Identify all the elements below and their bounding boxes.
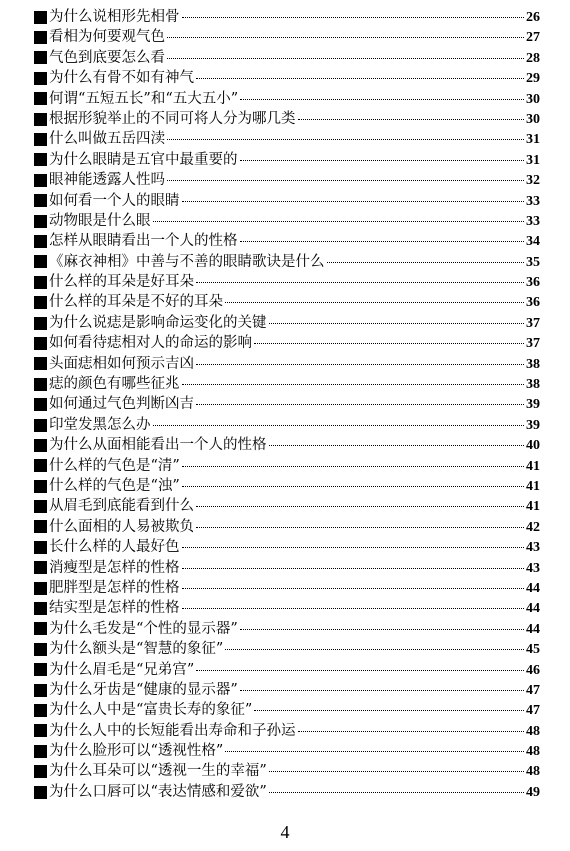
dot-leader — [182, 466, 524, 467]
square-bullet-icon — [34, 541, 47, 554]
toc-entry-page: 33 — [526, 193, 540, 209]
dot-leader — [182, 608, 525, 609]
toc-entry-title: 什么样的耳朵是好耳朵 — [49, 274, 194, 291]
dot-leader — [269, 771, 524, 772]
toc-entry-title: 如何看一个人的眼睛 — [49, 192, 180, 209]
dot-leader — [196, 78, 524, 79]
dot-leader — [225, 751, 524, 752]
dot-leader — [240, 99, 524, 100]
dot-leader — [196, 364, 524, 365]
square-bullet-icon — [34, 174, 47, 187]
dot-leader — [196, 506, 524, 507]
dot-leader — [240, 629, 524, 630]
toc-entry-page: 34 — [526, 234, 540, 250]
toc-entry-page: 32 — [526, 173, 540, 189]
toc-entry-title: 痣的颜色有哪些征兆 — [49, 376, 180, 393]
toc-entry-title: 眼神能透露人性吗 — [49, 172, 165, 189]
toc-entry[interactable] — [34, 700, 540, 720]
dot-leader — [167, 139, 524, 140]
toc-entry[interactable] — [34, 741, 540, 761]
toc-entry[interactable] — [34, 761, 540, 781]
toc-entry-page: 46 — [526, 662, 540, 678]
square-bullet-icon — [34, 194, 47, 207]
toc-entry-title: 为什么说痣是影响命运变化的关键 — [49, 314, 267, 331]
dot-leader — [254, 343, 524, 344]
square-bullet-icon — [34, 51, 47, 64]
dot-leader — [298, 119, 525, 120]
toc-entry-title: 根据形貌举止的不同可将人分为哪几类 — [49, 110, 296, 127]
square-bullet-icon — [34, 11, 47, 24]
dot-leader — [269, 792, 524, 793]
dot-leader — [298, 731, 525, 732]
toc-entry-page: 43 — [526, 560, 540, 576]
toc-entry[interactable] — [34, 333, 540, 353]
toc-entry[interactable] — [34, 517, 540, 537]
dot-leader — [182, 547, 525, 548]
square-bullet-icon — [34, 419, 47, 432]
dot-leader — [167, 37, 524, 38]
toc-entry[interactable] — [34, 68, 540, 88]
dot-leader — [196, 404, 524, 405]
square-bullet-icon — [34, 235, 47, 248]
toc-entry-page: 41 — [526, 458, 540, 474]
dot-leader — [240, 160, 525, 161]
dot-leader — [182, 201, 525, 202]
toc-entry[interactable] — [34, 231, 540, 251]
square-bullet-icon — [34, 684, 47, 697]
square-bullet-icon — [34, 500, 47, 513]
dot-leader — [153, 221, 525, 222]
toc-entry-page: 31 — [526, 132, 540, 148]
toc-entry[interactable] — [34, 89, 540, 109]
toc-entry[interactable] — [34, 191, 540, 211]
square-bullet-icon — [34, 92, 47, 105]
toc-entry-page: 30 — [526, 111, 540, 127]
table-of-contents — [34, 7, 540, 802]
toc-entry-title: 气色到底要怎么看 — [49, 49, 165, 66]
dot-leader — [167, 180, 524, 181]
dot-leader — [182, 17, 525, 18]
toc-entry-title: 长什么样的人最好色 — [49, 539, 180, 556]
toc-entry-page: 29 — [526, 71, 540, 87]
toc-entry-title: 印堂发黑怎么办 — [49, 416, 151, 433]
square-bullet-icon — [34, 561, 47, 574]
square-bullet-icon — [34, 153, 47, 166]
toc-entry[interactable] — [34, 252, 540, 272]
toc-entry-page: 36 — [526, 295, 540, 311]
toc-entry-page: 30 — [526, 91, 540, 107]
toc-entry[interactable] — [34, 578, 540, 598]
toc-entry[interactable] — [34, 313, 540, 333]
square-bullet-icon — [34, 480, 47, 493]
toc-entry-title: 消瘦型是怎样的性格 — [49, 559, 180, 576]
toc-entry-page: 41 — [526, 499, 540, 515]
toc-entry-title: 看相为何要观气色 — [49, 29, 165, 46]
square-bullet-icon — [34, 520, 47, 533]
toc-entry-title: 怎样从眼睛看出一个人的性格 — [49, 233, 238, 250]
square-bullet-icon — [34, 31, 47, 44]
toc-entry[interactable] — [34, 619, 540, 639]
page-number: 4 — [280, 822, 290, 842]
square-bullet-icon — [34, 602, 47, 615]
toc-entry-title: 如何看待痣相对人的命运的影响 — [49, 335, 252, 352]
toc-entry-page: 31 — [526, 152, 540, 168]
dot-leader — [182, 384, 525, 385]
toc-entry-title: 什么样的耳朵是不好的耳朵 — [49, 294, 223, 311]
toc-entry-page: 26 — [526, 10, 540, 25]
square-bullet-icon — [34, 765, 47, 778]
toc-entry-page: 44 — [526, 621, 540, 637]
square-bullet-icon — [34, 72, 47, 85]
toc-entry-title: 如何通过气色判断凶吉 — [49, 396, 194, 413]
toc-entry-page: 48 — [526, 723, 540, 739]
toc-entry-page: 48 — [526, 744, 540, 760]
toc-entry-title: 动物眼是什么眼 — [49, 212, 151, 229]
toc-entry[interactable] — [34, 109, 540, 129]
toc-entry[interactable] — [34, 558, 540, 578]
toc-entry-title: 为什么眼睛是五官中最重要的 — [49, 151, 238, 168]
toc-entry[interactable] — [34, 272, 540, 292]
square-bullet-icon — [34, 113, 47, 126]
toc-entry-title: 为什么毛发是“个性的显示器” — [49, 620, 238, 637]
toc-entry-page: 44 — [526, 601, 540, 617]
toc-entry[interactable] — [34, 211, 540, 231]
toc-entry-page: 37 — [526, 336, 540, 352]
square-bullet-icon — [34, 704, 47, 717]
square-bullet-icon — [34, 724, 47, 737]
toc-entry-title: 肥胖型是怎样的性格 — [49, 579, 180, 596]
toc-entry-page: 38 — [526, 377, 540, 393]
dot-leader — [167, 58, 524, 59]
toc-entry[interactable] — [34, 354, 540, 374]
toc-entry-page: 38 — [526, 356, 540, 372]
toc-entry[interactable] — [34, 456, 540, 476]
toc-entry-page: 49 — [526, 784, 540, 800]
toc-entry-title: 为什么有骨不如有神气 — [49, 70, 194, 87]
toc-entry[interactable] — [34, 129, 540, 149]
dot-leader — [225, 649, 524, 650]
toc-entry-title: 为什么口唇可以“表达情感和爱欲” — [49, 783, 267, 800]
toc-entry-title: 为什么耳朵可以“透视一生的幸福” — [49, 763, 267, 780]
toc-entry-title: 头面痣相如何预示吉凶 — [49, 355, 194, 372]
square-bullet-icon — [34, 663, 47, 676]
square-bullet-icon — [34, 337, 47, 350]
dot-leader — [196, 670, 524, 671]
toc-entry-page: 48 — [526, 764, 540, 780]
square-bullet-icon — [34, 276, 47, 289]
square-bullet-icon — [34, 317, 47, 330]
toc-entry[interactable] — [34, 292, 540, 312]
square-bullet-icon — [34, 643, 47, 656]
toc-entry[interactable] — [34, 660, 540, 680]
toc-entry-page: 27 — [526, 30, 540, 46]
toc-entry-title: 为什么眉毛是“兄弟宫” — [49, 661, 195, 678]
dot-leader — [182, 568, 525, 569]
toc-entry-page: 37 — [526, 315, 540, 331]
toc-entry[interactable] — [34, 476, 540, 496]
toc-entry-page: 42 — [526, 519, 540, 535]
square-bullet-icon — [34, 786, 47, 799]
square-bullet-icon — [34, 582, 47, 595]
toc-entry-title: 为什么说相形先相骨 — [49, 9, 180, 25]
toc-entry-title: 为什么额头是“智慧的象征” — [49, 641, 224, 658]
toc-entry-title: 什么面相的人易被欺负 — [49, 518, 194, 535]
square-bullet-icon — [34, 745, 47, 758]
toc-entry-page: 45 — [526, 642, 540, 658]
toc-entry[interactable] — [34, 537, 540, 557]
square-bullet-icon — [34, 398, 47, 411]
toc-entry-title: 《麻衣神相》中善与不善的眼睛歌诀是什么 — [49, 253, 325, 270]
dot-leader — [182, 486, 524, 487]
toc-entry[interactable] — [34, 7, 540, 27]
toc-entry[interactable] — [34, 394, 540, 414]
dot-leader — [254, 710, 524, 711]
square-bullet-icon — [34, 459, 47, 472]
dot-leader — [240, 690, 524, 691]
square-bullet-icon — [34, 378, 47, 391]
toc-entry-page: 41 — [526, 478, 540, 494]
toc-entry[interactable] — [34, 639, 540, 659]
square-bullet-icon — [34, 439, 47, 452]
toc-entry-title: 为什么牙齿是“健康的显示器” — [49, 681, 238, 698]
dot-leader — [196, 527, 524, 528]
toc-entry-title: 结实型是怎样的性格 — [49, 600, 180, 617]
square-bullet-icon — [34, 622, 47, 635]
toc-entry[interactable] — [34, 721, 540, 741]
dot-leader — [153, 425, 525, 426]
toc-entry-page: 36 — [526, 275, 540, 291]
toc-entry[interactable] — [34, 170, 540, 190]
toc-entry-page: 43 — [526, 540, 540, 556]
dot-leader — [196, 282, 524, 283]
toc-entry[interactable] — [34, 48, 540, 68]
dot-leader — [240, 241, 525, 242]
toc-entry-page: 40 — [526, 438, 540, 454]
dot-leader — [225, 302, 524, 303]
toc-entry[interactable] — [34, 496, 540, 516]
square-bullet-icon — [34, 296, 47, 309]
toc-entry-title: 为什么脸形可以“透视性格” — [49, 743, 224, 760]
dot-leader — [269, 323, 525, 324]
toc-entry-page: 28 — [526, 50, 540, 66]
toc-entry-page: 33 — [526, 213, 540, 229]
toc-entry[interactable] — [34, 680, 540, 700]
dot-leader — [182, 588, 525, 589]
toc-entry[interactable] — [34, 150, 540, 170]
toc-entry[interactable] — [34, 435, 540, 455]
square-bullet-icon — [34, 357, 47, 370]
toc-entry-page: 47 — [526, 682, 540, 698]
toc-entry-page: 39 — [526, 417, 540, 433]
toc-entry-page: 44 — [526, 580, 540, 596]
square-bullet-icon — [34, 215, 47, 228]
toc-entry-title: 什么叫做五岳四渎 — [49, 131, 165, 148]
toc-entry-title: 为什么从面相能看出一个人的性格 — [49, 437, 267, 454]
square-bullet-icon — [34, 255, 47, 268]
toc-entry[interactable] — [34, 374, 540, 394]
toc-entry-page: 39 — [526, 397, 540, 413]
toc-entry-title: 从眉毛到底能看到什么 — [49, 498, 194, 515]
dot-leader — [269, 445, 525, 446]
toc-entry-page: 35 — [526, 254, 540, 270]
toc-entry-title: 为什么人中是“富贵长寿的象征” — [49, 702, 253, 719]
toc-entry-title: 何谓“五短五长”和“五大五小” — [49, 90, 239, 107]
toc-entry-title: 什么样的气色是“清” — [49, 457, 180, 474]
toc-entry-page: 47 — [526, 703, 540, 719]
toc-entry[interactable] — [34, 782, 540, 802]
toc-entry[interactable] — [34, 415, 540, 435]
toc-entry-title: 为什么人中的长短能看出寿命和子孙运 — [49, 722, 296, 739]
toc-entry[interactable] — [34, 27, 540, 47]
toc-entry[interactable] — [34, 598, 540, 618]
toc-entry-title: 什么样的气色是“浊” — [49, 477, 180, 494]
square-bullet-icon — [34, 133, 47, 146]
dot-leader — [327, 262, 525, 263]
